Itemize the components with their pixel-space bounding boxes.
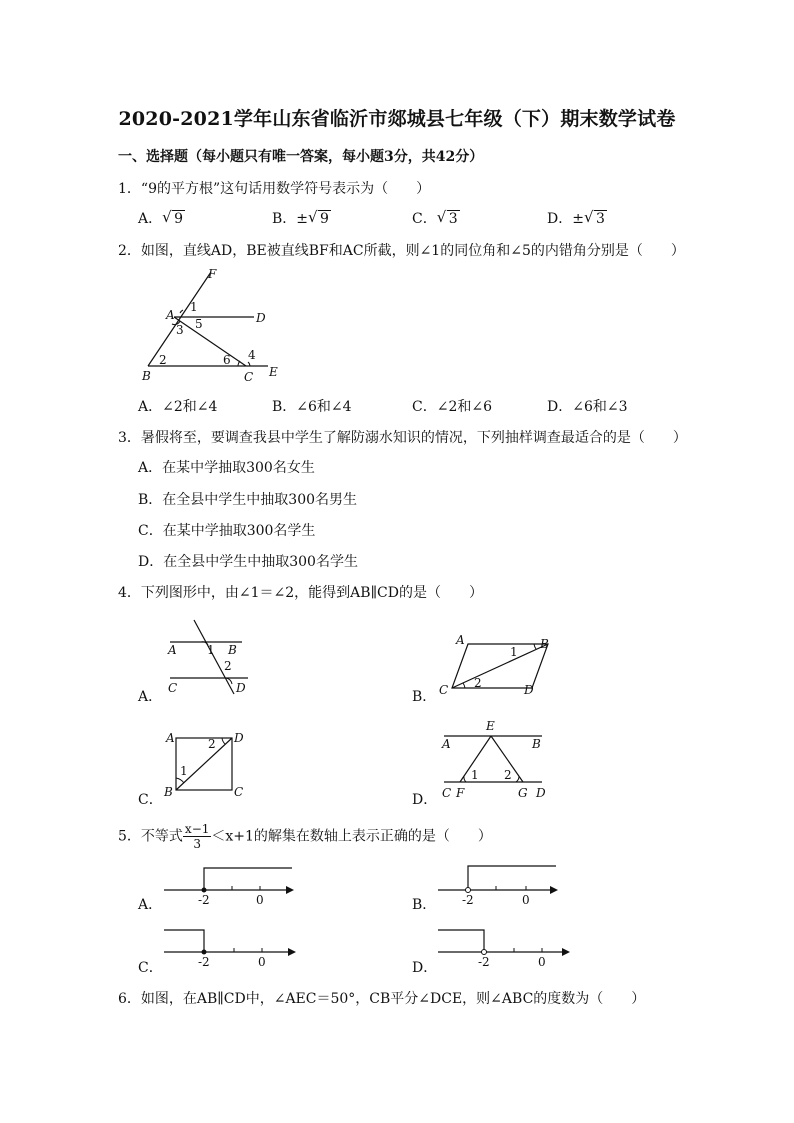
- question-2-stem: 2．如图，直线AD，BE被直线BF和AC所截，则∠1的同位角和∠5的内错角分别是（ ）: [118, 243, 685, 259]
- q3-option-c: C．在某中学抽取300名学生: [138, 523, 316, 539]
- q5d-tick-minus2: -2: [478, 955, 490, 969]
- q5-option-b-label: B．: [412, 897, 437, 913]
- q4-figure-a: [160, 614, 255, 698]
- q2-option-c: C．∠2和∠6: [412, 399, 492, 415]
- q4d-label-D: D: [536, 786, 546, 800]
- q4d-angle-2: 2: [504, 768, 512, 782]
- q4c-label-C: C: [234, 785, 244, 799]
- q2-angle-5: 5: [195, 317, 203, 331]
- q4a-label-D: D: [236, 681, 246, 695]
- q4b-label-C: C: [439, 683, 449, 697]
- q2-angle-3: 3: [176, 323, 184, 337]
- question-4-stem: 4．下列图形中，由∠1＝∠2，能得到AB∥CD的是（ ）: [118, 585, 483, 601]
- q5c-tick-minus2: -2: [198, 955, 210, 969]
- q3-option-a: A．在某中学抽取300名女生: [138, 460, 315, 476]
- q4c-label-D: D: [234, 731, 244, 745]
- question-6-stem: 6．如图，在AB∥CD中，∠AEC＝50°，CB平分∠DCE，则∠ABC的度数为（ ）: [118, 991, 646, 1007]
- q4a-label-B: B: [228, 643, 237, 657]
- q3-option-b: B．在全县中学生中抽取300名男生: [138, 492, 358, 508]
- q2-label-B: B: [142, 369, 151, 383]
- q4d-label-F: F: [456, 786, 465, 800]
- q2-angle-1: 1: [190, 300, 198, 314]
- q4d-label-G: G: [518, 786, 528, 800]
- q5c-tick-0: 0: [258, 955, 266, 969]
- q5a-tick-minus2: -2: [198, 893, 210, 907]
- q4b-label-A: A: [456, 633, 465, 647]
- q2-label-E: E: [269, 365, 278, 379]
- q2-label-C: C: [244, 370, 254, 384]
- q2-angle-6: 6: [223, 353, 231, 367]
- q5b-tick-0: 0: [522, 893, 530, 907]
- q2-angle-2: 2: [159, 353, 167, 367]
- q4d-angle-1: 1: [471, 768, 479, 782]
- q4d-label-E: E: [486, 719, 495, 733]
- q5-option-a-label: A．: [138, 897, 163, 913]
- q4c-label-B: B: [164, 785, 173, 799]
- q2-label-A: A: [166, 308, 175, 322]
- q4c-label-A: A: [166, 731, 175, 745]
- q4a-angle-1: 1: [207, 643, 215, 657]
- q5b-tick-minus2: -2: [462, 893, 474, 907]
- q4b-angle-1: 1: [510, 645, 518, 659]
- q5-numberline-b: [434, 862, 574, 912]
- q2-label-F: F: [208, 267, 217, 281]
- q4-figure-b: [434, 632, 559, 698]
- q1-option-a: A． √ 9: [138, 208, 184, 227]
- q2-angle-4: 4: [248, 348, 256, 362]
- q4-option-b-label: B．: [412, 689, 437, 705]
- q4d-label-A: A: [442, 737, 451, 751]
- q4b-label-D: D: [524, 683, 534, 697]
- q4-figure-c: [160, 728, 250, 800]
- q2-option-d: D．∠6和∠3: [547, 399, 628, 415]
- question-5-stem: 5．不等式 $\frac{x-1}{3}$ ＜x+1的解集在数轴上表示正确的是（ ）: [118, 822, 492, 851]
- question-1-stem: 1．“9的平方根”这句话用数学符号表示为（ ）: [118, 181, 431, 197]
- q2-option-a: A．∠2和∠4: [138, 399, 218, 415]
- q4a-label-C: C: [168, 681, 178, 695]
- q5-numberline-a: [160, 862, 300, 912]
- q5-option-d-label: D．: [412, 960, 438, 976]
- page-title: 2020-2021学年山东省临沂市郯城县七年级（下）期末数学试卷: [118, 108, 676, 130]
- q4-figure-d: [436, 716, 548, 802]
- q4c-angle-2: 2: [208, 737, 216, 751]
- q1-option-d: D．± √ 3: [547, 208, 605, 227]
- q5-fraction: $\frac{x-1}{3}$: [184, 822, 210, 851]
- q1-option-c: C． √ 3: [412, 208, 458, 227]
- q5-option-c-label: C．: [138, 960, 163, 976]
- q5d-tick-0: 0: [538, 955, 546, 969]
- q4a-label-A: A: [168, 643, 177, 657]
- q4b-angle-2: 2: [474, 676, 482, 690]
- q4-option-d-label: D．: [412, 792, 438, 808]
- q4c-angle-1: 1: [180, 764, 188, 778]
- q5a-tick-0: 0: [256, 893, 264, 907]
- q4-option-c-label: C．: [138, 792, 163, 808]
- q2-figure: [138, 266, 288, 388]
- q5-numberline-c: [160, 924, 300, 974]
- q4a-angle-2: 2: [224, 659, 232, 673]
- question-3-stem: 3．暑假将至，要调查我县中学生了解防溺水知识的情况，下列抽样调查最适合的是（ ）: [118, 430, 687, 446]
- q2-label-D: D: [256, 311, 266, 325]
- q4b-label-B: B: [540, 637, 549, 651]
- q4-option-a-label: A．: [138, 689, 163, 705]
- q4d-label-B: B: [532, 737, 541, 751]
- q4d-label-C: C: [442, 786, 452, 800]
- q2-option-b: B．∠6和∠4: [272, 399, 352, 415]
- q5-numberline-d: [434, 924, 574, 974]
- section-heading: 一、选择题（每小题只有唯一答案，每小题3分，共42分）: [118, 149, 484, 165]
- q1-option-b: B．± √ 9: [272, 208, 329, 227]
- q3-option-d: D．在全县中学生中抽取300名学生: [138, 554, 358, 570]
